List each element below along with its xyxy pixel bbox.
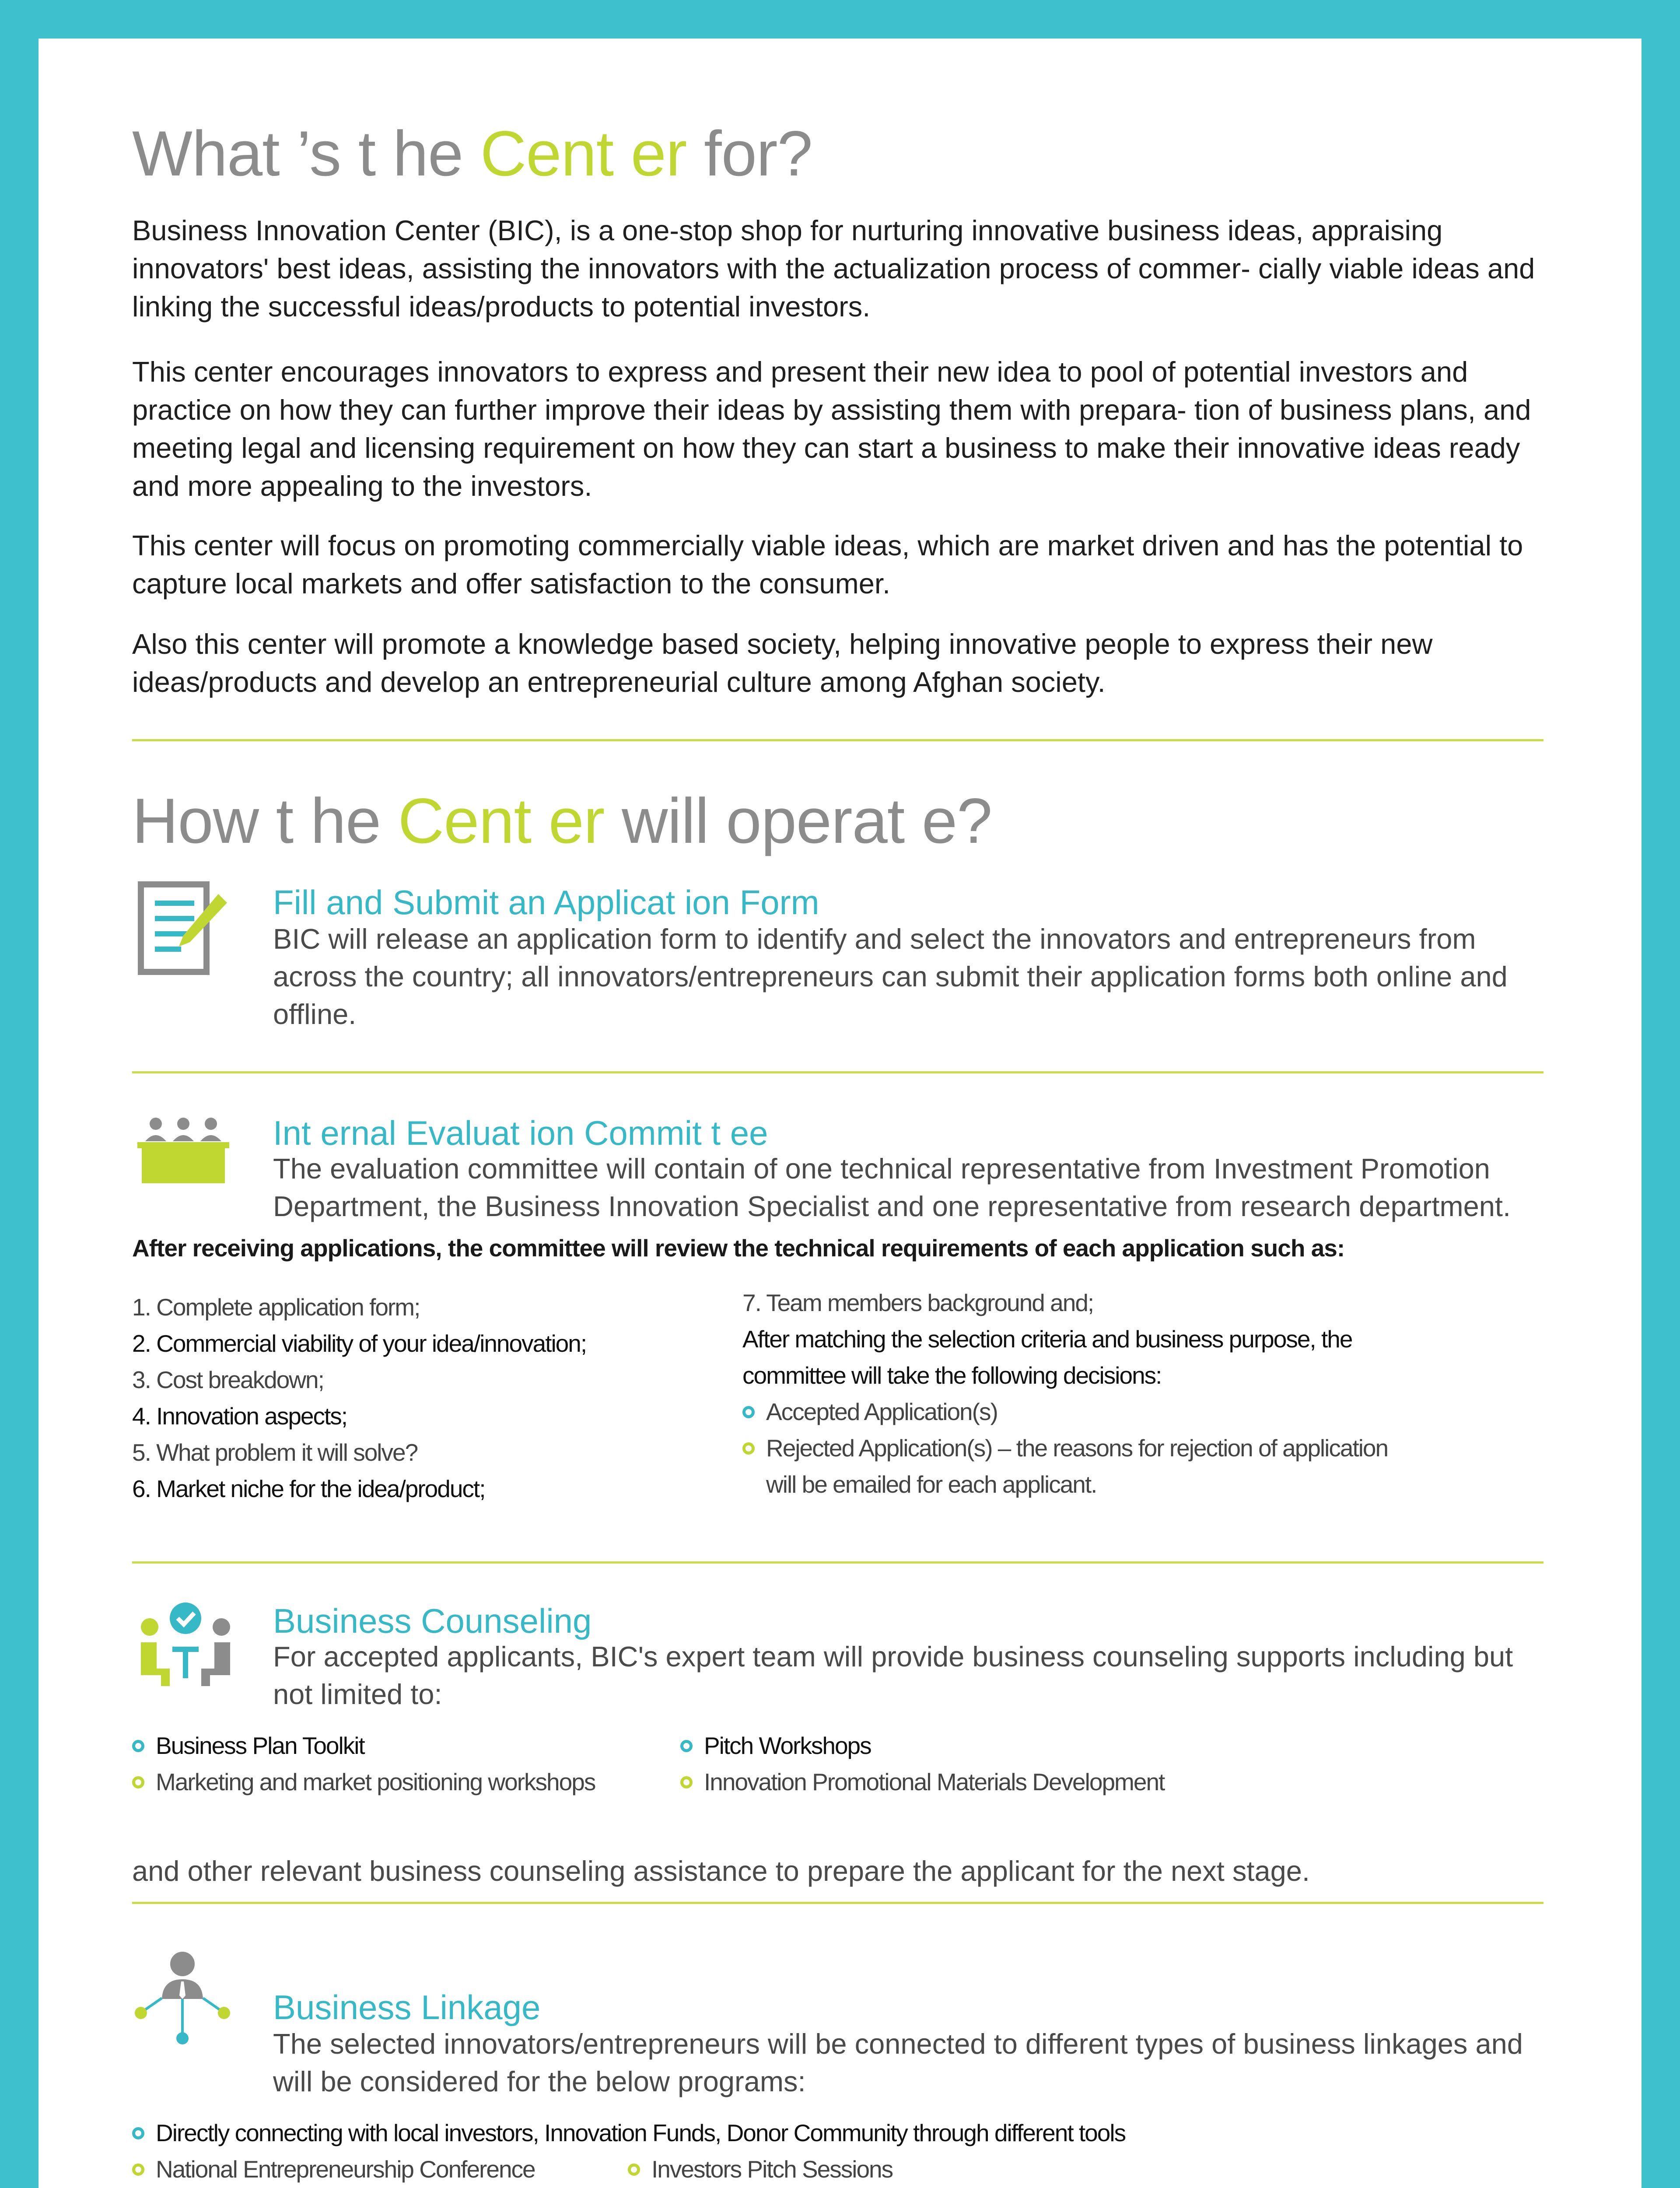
counseling-item xyxy=(132,1764,680,1800)
bullet-icon xyxy=(680,1740,693,1752)
counseling-item-label: Innovation Promotional Materials Development xyxy=(704,1768,1165,1795)
linkage-list xyxy=(132,2115,1488,2188)
intro-paragraph-4: Also this center will promote a knowledge based society, helping innovative people to express their new ideas/products and develop an entrepreneurial culture among Afghan society. xyxy=(132,628,1433,698)
decision-item-accepted xyxy=(742,1394,1442,1430)
committee-title: Int ernal Evaluat ion Commit t ee xyxy=(273,1114,768,1152)
counseling-row xyxy=(132,1728,1445,1764)
criteria-item: 6. Market niche for the idea/product; xyxy=(132,1475,485,1502)
linkage-lead-item xyxy=(132,2115,1488,2151)
bullet-icon xyxy=(132,2127,144,2139)
counseling-item xyxy=(680,1728,871,1764)
business-linkage-icon xyxy=(132,1946,233,2051)
intro-paragraph-3: This center will focus on promoting commercially viable ideas, which are market driven and has the potential to capture local markets and offer satisfaction to the consumer. xyxy=(132,529,1523,600)
divider xyxy=(132,1071,1544,1073)
divider xyxy=(132,1561,1544,1564)
document-edit-icon xyxy=(137,881,229,977)
linkage-title: Business Linkage xyxy=(273,1988,541,2027)
committee-desc: The evaluation committee will contain of one technical representative from Investment Promotion Department, the Business Innovation Specialist and one representative from research department. xyxy=(273,1153,1511,1222)
counseling-row xyxy=(132,1764,1445,1800)
title-highlight: Cent er xyxy=(398,785,605,856)
title-part: will operat e? xyxy=(604,785,992,856)
linkage-item-label: National Entrepreneurship Conference xyxy=(156,2156,535,2183)
bullet-icon xyxy=(680,1776,693,1788)
committee-icon xyxy=(137,1115,229,1185)
linkage-item xyxy=(132,2151,628,2188)
criteria-item: 5. What problem it will solve? xyxy=(132,1439,418,1466)
counseling-item-label: Pitch Workshops xyxy=(704,1732,871,1759)
title-highlight: Cent er xyxy=(480,118,687,189)
linkage-item xyxy=(628,2151,892,2188)
criteria-item: 3. Cost breakdown; xyxy=(132,1366,324,1393)
criteria-item: 2. Commercial viability of your idea/innovation; xyxy=(132,1330,587,1357)
linkage-desc: The selected innovators/entrepreneurs will be connected to different types of business linkages and will be considered for the below programs: xyxy=(273,2028,1523,2097)
title-part: How t he xyxy=(132,785,398,856)
application-desc: BIC will release an application form to identify and select the innovators and entrepreneurs from across the country; all innovators/entrepreneurs can submit their application forms both online and offline. xyxy=(273,923,1508,1030)
criteria-item: 1. Complete application form; xyxy=(132,1294,420,1321)
intro-paragraph-2: This center encourages innovators to express and present their new idea to pool of potential investors and practice on how they can further improve their ideas by assisting them with prepara- tion of business plans, and meeting legal and licensing requirement on how they can start a business to make their innovative ideas ready and more appealing to the investors. xyxy=(132,356,1531,502)
linkage-item-label: Directly connecting with local investors, Innovation Funds, Donor Community through different tools xyxy=(156,2119,1126,2146)
decision-label: Accepted Application(s) xyxy=(766,1398,998,1425)
divider xyxy=(132,739,1544,741)
application-title: Fill and Submit an Applicat ion Form xyxy=(273,883,819,922)
counseling-item-label: Business Plan Toolkit xyxy=(156,1732,364,1759)
decision-lead: After matching the selection criteria and business purpose, the committee will take the following decisions: xyxy=(742,1325,1352,1389)
committee-lead: After receiving applications, the committee will review the technical requirements of each application such as: xyxy=(132,1234,1345,1262)
section-how-title xyxy=(132,785,992,856)
bullet-icon xyxy=(742,1406,755,1418)
bullet-icon xyxy=(132,1740,144,1752)
counseling-footer: and other relevant business counseling assistance to prepare the applicant for the next stage. xyxy=(132,1855,1310,1887)
counseling-list xyxy=(132,1728,1445,1800)
linkage-row xyxy=(132,2151,1488,2188)
title-part: What ’s t he xyxy=(132,118,480,189)
intro-paragraph-1: Business Innovation Center (BIC), is a one-stop shop for nurturing innovative business ideas, appraising innovators' best ideas, assisting the innovators with the actualization process of commer- cially viable ideas and linking the successful ideas/products to potential investors. xyxy=(132,214,1535,323)
criteria-list-right xyxy=(742,1285,1442,1503)
decision-label: Rejected Application(s) – the reasons for rejection of application xyxy=(766,1434,1388,1462)
decision-label-cont: will be emailed for each applicant. xyxy=(766,1471,1097,1498)
counseling-item-label: Marketing and market positioning workshops xyxy=(156,1768,595,1795)
criteria-list-left xyxy=(132,1289,736,1507)
decision-item-rejected xyxy=(742,1430,1442,1466)
page xyxy=(38,39,1642,2188)
bullet-icon xyxy=(132,1776,144,1788)
counseling-icon xyxy=(137,1601,234,1688)
counseling-item xyxy=(680,1764,1164,1800)
counseling-item xyxy=(132,1728,680,1764)
divider xyxy=(132,1902,1544,1904)
counseling-desc: For accepted applicants, BIC's expert team will provide business counseling supports including but not limited to: xyxy=(273,1641,1513,1710)
counseling-title: Business Counseling xyxy=(273,1602,592,1640)
section-what-title xyxy=(132,118,812,189)
criteria-item: 7. Team members background and; xyxy=(742,1289,1094,1316)
linkage-item-label: Investors Pitch Sessions xyxy=(651,2156,893,2183)
title-part: for? xyxy=(686,118,812,189)
criteria-item: 4. Innovation aspects; xyxy=(132,1403,347,1430)
bullet-icon xyxy=(132,2163,144,2176)
bullet-icon xyxy=(742,1442,755,1455)
bullet-icon xyxy=(628,2163,640,2176)
